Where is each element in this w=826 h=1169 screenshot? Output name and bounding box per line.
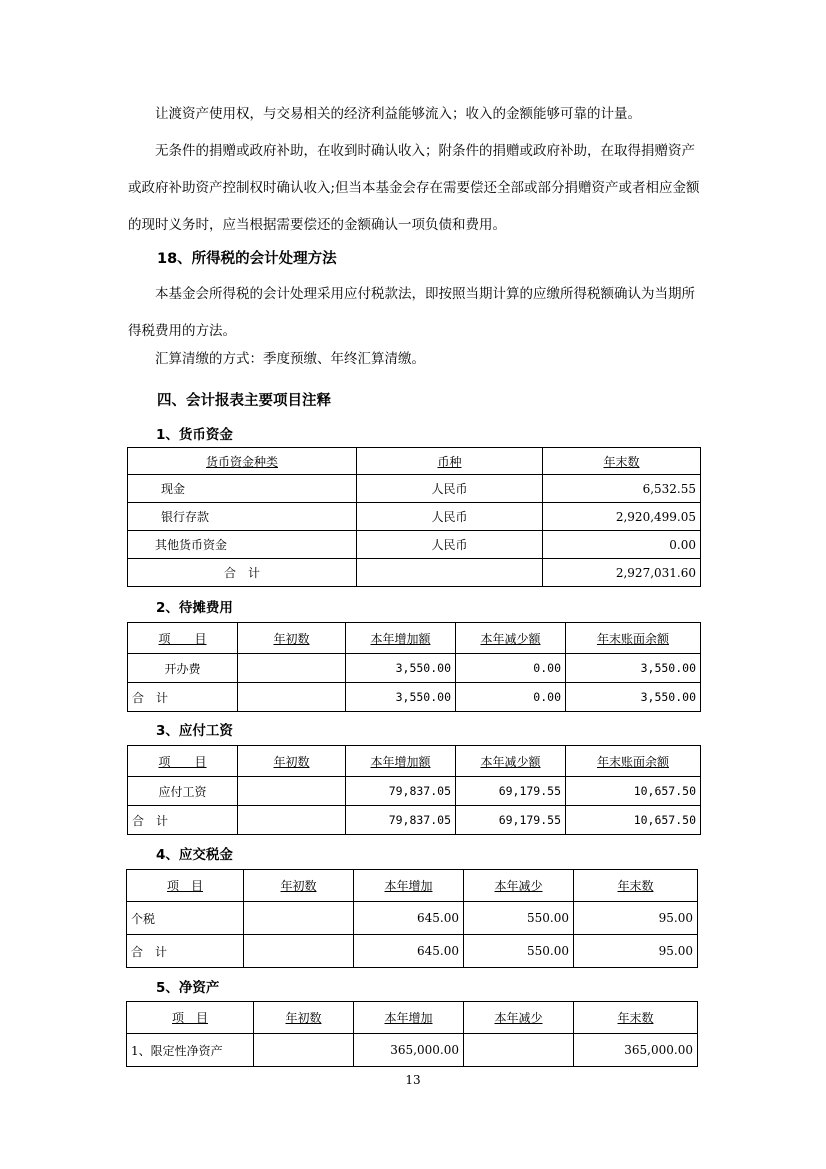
header-cell: 本年减少 xyxy=(494,879,543,893)
cell: 0.00 xyxy=(543,531,701,559)
table-total-row xyxy=(128,806,701,835)
header-cell: 年初数 xyxy=(273,631,310,646)
header-cell: 年末账面余额 xyxy=(596,631,669,646)
cell xyxy=(357,559,543,587)
cell: 3,550.00 xyxy=(346,683,456,712)
cell: 个税 xyxy=(127,902,244,935)
header-cell: 本年增加 xyxy=(384,1011,433,1025)
header-cell: 本年增加 xyxy=(384,879,433,893)
table-row xyxy=(128,777,701,806)
header-cell: 本年减少 xyxy=(494,1011,543,1025)
cell: 365,000.00 xyxy=(354,1034,464,1067)
cell: 69,179.55 xyxy=(456,777,566,806)
header-cell: 货币资金种类 xyxy=(205,454,278,469)
header-cell: 项 目 xyxy=(166,879,203,893)
table-row xyxy=(128,475,701,503)
header-cell: 本年增加额 xyxy=(370,754,431,769)
table-row xyxy=(128,531,701,559)
cell: 合 计 xyxy=(127,935,244,968)
cell: 3,550.00 xyxy=(566,683,701,712)
cell: 银行存款 xyxy=(128,503,357,531)
table-prepaid-expenses xyxy=(127,622,701,712)
cell: 3,550.00 xyxy=(346,654,456,683)
cell: 3,550.00 xyxy=(566,654,701,683)
table-row xyxy=(128,654,701,683)
cell: 6,532.55 xyxy=(543,475,701,503)
cell: 现金 xyxy=(128,475,357,503)
cell: 95.00 xyxy=(574,935,698,968)
table-taxes-payable xyxy=(126,869,698,968)
cell: 10,657.50 xyxy=(566,806,701,835)
cell: 79,837.05 xyxy=(346,777,456,806)
cell: 645.00 xyxy=(354,902,464,935)
header-cell: 年末数 xyxy=(617,1011,654,1025)
header-cell: 项 目 xyxy=(171,1011,208,1025)
cell: 365,000.00 xyxy=(574,1034,698,1067)
subheading-net-assets: 5、净资产 xyxy=(156,980,220,996)
cell: 1、限定性净资产 xyxy=(127,1034,254,1067)
table-wages-payable xyxy=(127,745,701,835)
header-cell: 年末账面余额 xyxy=(596,754,669,769)
subheading-monetary-funds: 1、货币资金 xyxy=(156,427,233,443)
cell: 10,657.50 xyxy=(566,777,701,806)
table-row xyxy=(127,902,698,935)
paragraph-revenue-recognition: 让渡资产使用权，与交易相关的经济利益能够流入；收入的金额能够可靠的计量。 xyxy=(155,106,641,122)
cell: 人民币 xyxy=(357,475,543,503)
table-total-row xyxy=(128,683,701,712)
table-header-row xyxy=(128,623,701,654)
page-number: 13 xyxy=(405,1073,421,1087)
header-cell: 项 目 xyxy=(158,631,207,646)
cell: 合 计 xyxy=(128,559,357,587)
header-cell: 本年减少额 xyxy=(480,631,541,646)
cell: 2,920,499.05 xyxy=(543,503,701,531)
cell xyxy=(238,806,346,835)
header-cell: 年初数 xyxy=(273,754,310,769)
cell: 0.00 xyxy=(456,683,566,712)
table-header-row xyxy=(128,746,701,777)
table-header-row xyxy=(128,448,701,475)
cell: 550.00 xyxy=(464,935,574,968)
cell xyxy=(244,902,354,935)
cell: 69,179.55 xyxy=(456,806,566,835)
paragraph-income-tax-method: 本基金会所得税的会计处理采用应付税款法，即按照当期计算的应缴所得税额确认为当期所得税费用的方法。 xyxy=(128,286,695,339)
cell xyxy=(238,654,346,683)
cell: 应付工资 xyxy=(128,777,238,806)
subheading-prepaid-expenses: 2、待摊费用 xyxy=(156,600,233,616)
paragraph-settlement-method: 汇算清缴的方式：季度预缴、年终汇算清缴。 xyxy=(155,351,425,367)
header-cell: 年末数 xyxy=(603,454,640,469)
table-monetary-funds xyxy=(127,447,701,587)
header-cell: 本年增加额 xyxy=(370,631,431,646)
cell: 合 计 xyxy=(128,683,238,712)
cell: 其他货币资金 xyxy=(128,531,357,559)
table-net-assets xyxy=(126,1001,698,1067)
section-heading-income-tax: 18、所得税的会计处理方法 xyxy=(157,251,337,267)
header-cell: 本年减少额 xyxy=(480,754,541,769)
header-cell: 币种 xyxy=(437,454,462,469)
cell: 人民币 xyxy=(357,531,543,559)
header-cell: 年末数 xyxy=(617,879,654,893)
table-total-row xyxy=(128,559,701,587)
paragraph-donation-recognition: 无条件的捐赠或政府补助，在收到时确认收入；附条件的捐赠或政府补助，在取得捐赠资产或政府补助资产控制权时确认收入;但当本基金会存在需要偿还全部或部分捐赠资产或者相应金额的现时义务时，应当根据需要偿还的金额确认一项负债和费用。 xyxy=(128,143,700,233)
table-header-row xyxy=(127,870,698,902)
cell xyxy=(238,777,346,806)
cell: 0.00 xyxy=(456,654,566,683)
cell xyxy=(254,1034,354,1067)
cell: 开办费 xyxy=(128,654,238,683)
table-header-row xyxy=(127,1002,698,1034)
cell: 550.00 xyxy=(464,902,574,935)
cell xyxy=(238,683,346,712)
cell: 人民币 xyxy=(357,503,543,531)
cell xyxy=(464,1034,574,1067)
table-row xyxy=(128,503,701,531)
subheading-taxes-payable: 4、应交税金 xyxy=(156,847,233,863)
subheading-wages-payable: 3、应付工资 xyxy=(156,723,233,739)
header-cell: 项 目 xyxy=(158,754,207,769)
cell: 2,927,031.60 xyxy=(543,559,701,587)
cell: 合 计 xyxy=(128,806,238,835)
header-cell: 年初数 xyxy=(280,879,317,893)
section-heading-notes: 四、会计报表主要项目注释 xyxy=(157,393,331,409)
header-cell: 年初数 xyxy=(285,1011,322,1025)
cell: 95.00 xyxy=(574,902,698,935)
table-row xyxy=(127,1034,698,1067)
cell xyxy=(244,935,354,968)
cell: 79,837.05 xyxy=(346,806,456,835)
cell: 645.00 xyxy=(354,935,464,968)
table-total-row xyxy=(127,935,698,968)
